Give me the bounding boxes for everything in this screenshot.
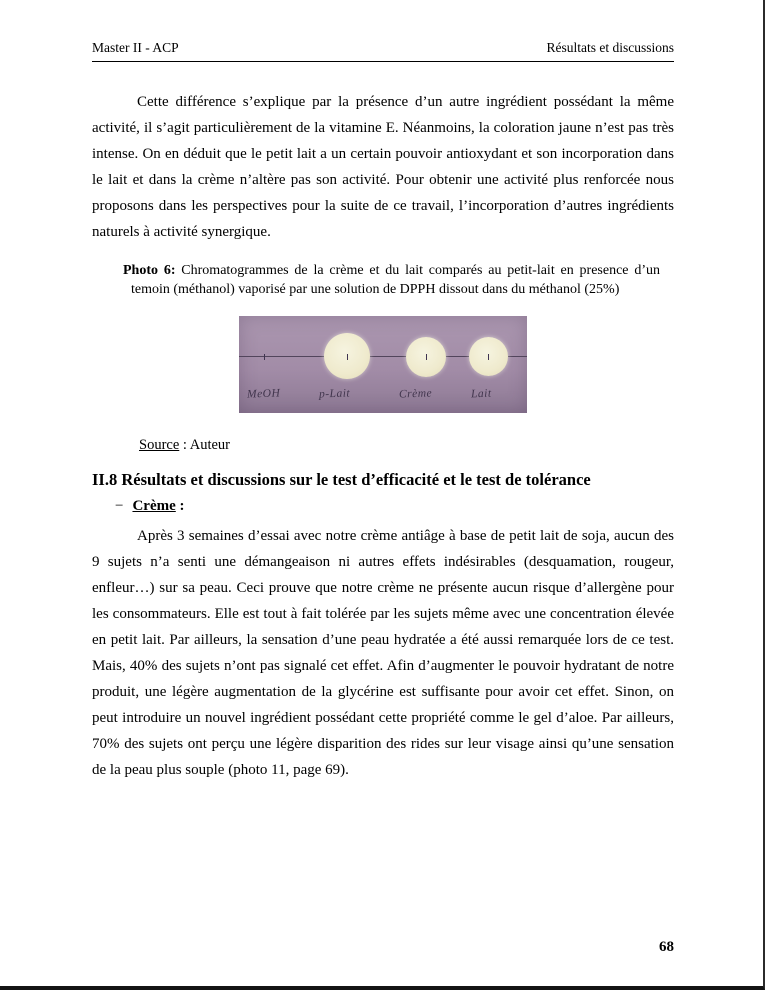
lane-label-plait: p-Lait <box>318 387 351 401</box>
bullet-suffix: : <box>175 498 185 514</box>
paragraph-tolerance: Après 3 semaines d’essai avec notre crème antiâge à base de petit lait de soja, aucun des 9 sujets n’a senti une démangeaison ni autres effets indésirables (desquamation, rougeur, enfleur…) sur sa peau. Ceci prouve que notre crème ne présente aucun risque d’allergène pour les consommateurs. Elle est tout à fait tolérée par les sujets même avec une concentration élevée en petit lait. Par ailleurs, la sensation d’une peau hydratée a été aussi remarquée lors de ce test. Mais, 40% des sujets n’ont pas signalé cet effet. Afin d’augmenter le pouvoir hydratant de notre produit, une légère augmentation de la glycérine est suffisante pour avoir cet effet. Sinon, on peut introduire un nouvel ingrédient possédant cette propriété comme le gel d’aloe. Par ailleurs, 70% des sujets ont perçu une légère disparition des rides sur leur visage ainsi qu’une sensation de la peau plus souple (photo 11, page 69). <box>92 528 674 778</box>
lane-label-creme: Crème <box>398 387 433 401</box>
source-line <box>92 437 674 454</box>
lane-tick-creme <box>426 354 427 360</box>
photo-caption-label: Photo 6: <box>123 263 176 278</box>
section-heading: II.8 Résultats et discussions sur le test d’efficacité et le test de tolérance <box>92 470 591 489</box>
header-right-text: Résultats et discussions <box>546 40 674 55</box>
lane-tick-plait <box>347 354 348 360</box>
lane-label-meoh: MeOH <box>246 387 281 401</box>
page-header <box>92 40 674 62</box>
lane-tick-lait <box>488 354 489 360</box>
bullet-creme <box>92 498 674 515</box>
source-value: : Auteur <box>179 437 231 453</box>
bullet-dash: − <box>115 498 124 514</box>
header-left-text: Master II - ACP <box>92 40 179 55</box>
bullet-label: Crème <box>132 498 176 514</box>
photo-caption-text: Chromatogrammes de la crème et du lait comparés au petit-lait en presence d’un temoin (méthanol) vaporisé par une solution de DPPH dissout dans du méthanol (25%) <box>131 263 660 297</box>
photo-caption <box>92 261 674 299</box>
lane-label-lait: Lait <box>470 387 492 401</box>
paragraph-antioxidant: Cette différence s’explique par la présence d’un autre ingrédient possédant la même activité, il s’agit particulièrement de la vitamine E. Néanmoins, la coloration jaune n’est pas très intense. On en déduit que le petit lait a un certain pouvoir antioxydant et son incorporation dans le lait et dans la crème n’altère pas son activité. Pour obtenir une activité plus renforcée nous proposons dans les perspectives pour la suite de ce travail, l’incorporation d’autres ingrédients naturels à activité synergique. <box>92 94 674 240</box>
chromatogram-photo <box>239 316 527 413</box>
source-label: Source <box>139 437 180 453</box>
lane-tick-meoh <box>264 354 265 360</box>
page-number: 68 <box>659 939 674 955</box>
